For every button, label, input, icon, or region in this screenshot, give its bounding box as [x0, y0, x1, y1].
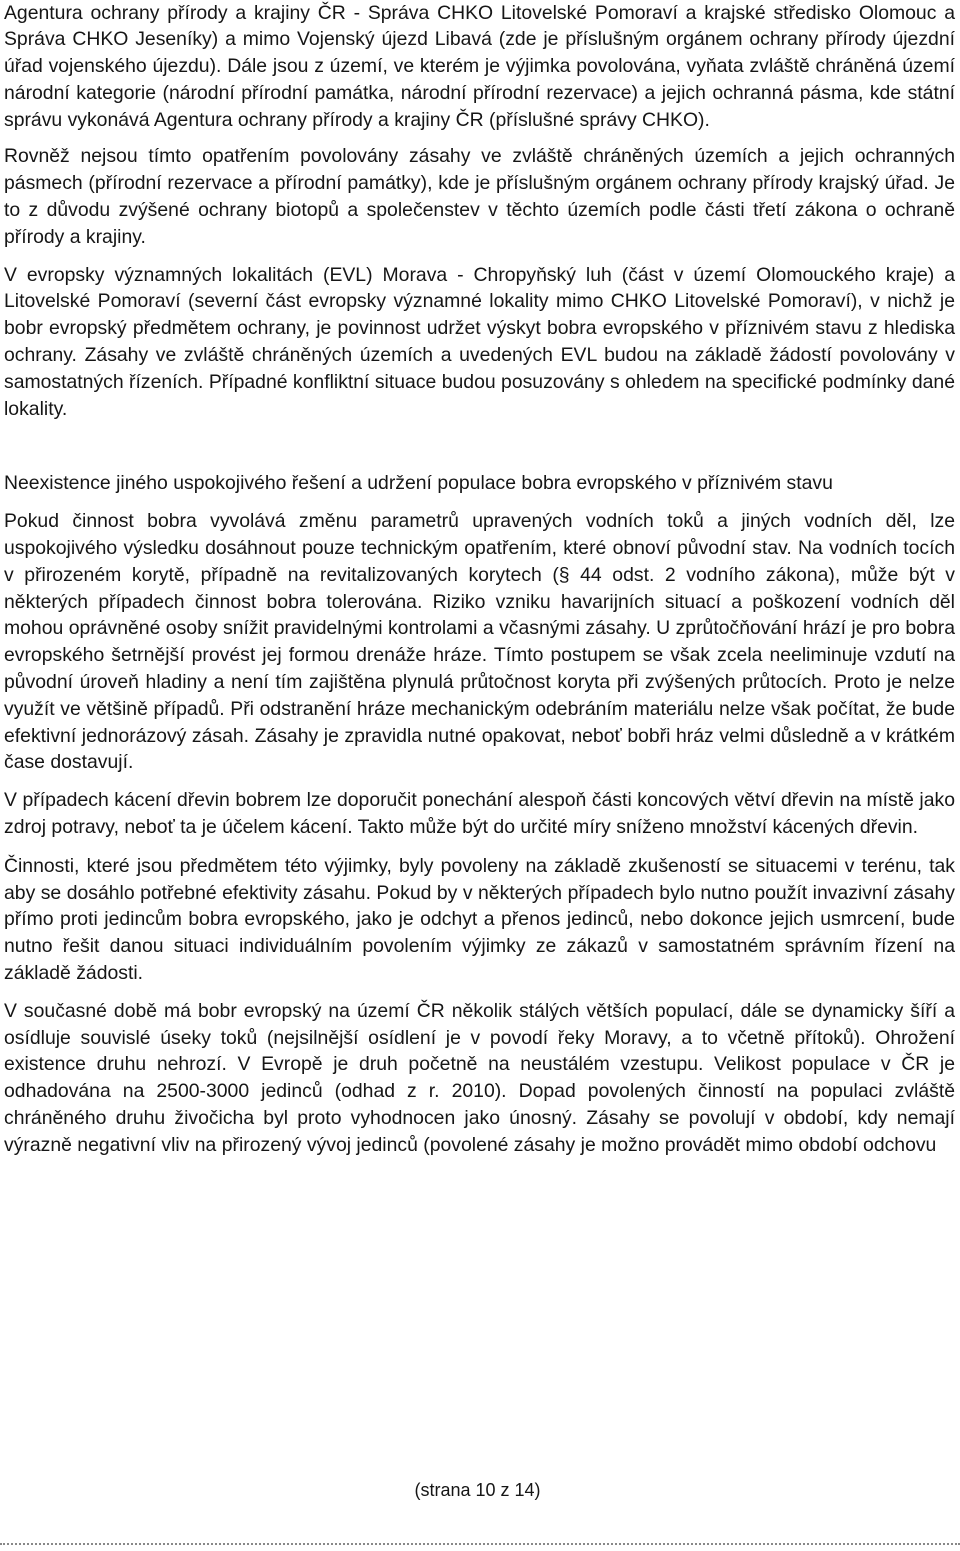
paragraph-regional-reserves: Rovněž nejsou tímto opatřením povolovány zásahy ve zvláště chráněných územích a jejich ochranných pásmech (přírodní rezervace a přírodní památky), kde je příslušným orgánem ochrany přírody krajský úřad. Je to z důvodu zvýšené ochrany biotopů a společenstev v těchto územích podle části třetí zákona o ochraně přírody a krajiny.	[4, 145, 955, 248]
paragraph-technical-measures: Pokud činnost bobra vyvolává změnu parametrů upravených vodních toků a jiných vodních děl, lze uspokojivého výsledku dosáhnout pouze technickým opatřením, které obnoví původní stav. Na vodních tocích v přirozeném korytě, případně na revitalizovaných korytech (§ 44 odst. 2 vodního zákona), může být v některých případech činnost bobra tolerována. Riziko vzniku havarijních situací a poškození vodních děl mohou oprávněné osoby snížit pravidelnými kontrolami a včasnými zásahy. U zprůtočňování hrází je pro bobra evropského šetrnější provést jej formou drenáže hráze. Tímto postupem se však zcela neeliminuje vzdutí na původní úroveň hladiny a není tím zajištěna plynulá průtočnost koryta při zvýšených průtocích. Proto je nelze využít ve většině případů. Při odstranění hráze mechanickým odebráním materiálu nelze však počítat, že bude efektivní jednorázový zásah. Zásahy je zpravidla nutné opakovat, neboť bobři hráz velmi důsledně a v krátkém čase dostavují.	[4, 510, 955, 774]
paragraph-protected-areas-exclusion: Agentura ochrany přírody a krajiny ČR - Správa CHKO Litovelské Pomoraví a krajské středisko Olomouc a Správa CHKO Jeseníky) a mimo Vojenský újezd Libavá (zde je příslušným orgánem ochrany přírody újezdní úřad vojenského újezdu). Dále jsou z území, ve kterém je výjimka povolována, vyňata zvláště chráněná území národní kategorie (národní přírodní památka, národní přírodní rezervace) a jejich ochranná pásma, kde státní správu vykonává Agentura ochrany přírody a krajiny ČR (příslušné správy CHKO).	[4, 1, 955, 131]
paragraph-population-status: V současné době má bobr evropský na území ČR několik stálých větších populací, dále se dynamicky šíří a osídluje souvislé úseky toků (nejsilnější osídlení je v povodí řeky Moravy, a to včetně přítoků). Ohrožení existence druhu nehrozí. V Evropě je druh početně na neustálém vzestupu. Velikost populace v ČR je odhadována na 2500-3000 jedinců (odhad z r. 2010). Dopad povolených činností na populaci zvláště chráněného druhu živočicha byl proto vyhodnocen jako únosný. Zásahy se povolují v období, kdy nemají výrazně negativní vliv na přirozený vývoj jedinců (povolené zásahy je možno provádět mimo období odchovu	[4, 999, 955, 1156]
paragraph-tree-felling: V případech kácení dřevin bobrem lze doporučit ponechání alespoň části koncových větví dřevin na místě jako zdroj potravy, neboť ta je účelem kácení. Takto může být do určité míry sníženo množství kácených dřevin.	[4, 789, 955, 839]
page-bottom-divider	[0, 1543, 960, 1545]
document-page	[4, 0, 955, 1159]
paragraph-evl-localities: V evropsky významných lokalitách (EVL) Morava - Chropyňský luh (část v území Olomouckého kraje) a Litovelské Pomoraví (severní část evropsky významné lokality mimo CHKO Litovelské Pomoraví), v nichž je bobr evropský předmětem ochrany, je povinnost udržet výskyt bobra evropského v příznivém stavu z hlediska ochrany. Zásahy ve zvláště chráněných územích a uvedených EVL budou na základě žádostí povolovány v samostatných řízeních. Případné konfliktní situace budou posuzovány s ohledem na specifické podmínky dané lokality.	[4, 263, 955, 420]
section-heading: Neexistence jiného uspokojivého řešení a udržení populace bobra evropského v příznivém stavu	[4, 472, 833, 495]
page-number: (strana 10 z 14)	[414, 1480, 541, 1500]
paragraph-invasive-interventions: Činnosti, které jsou předmětem této výjimky, byly povoleny na základě zkušeností se situacemi v terénu, tak aby se dosáhlo potřebné efektivity zásahu. Pokud by v některých případech bylo nutno použít invazivní zásahy přímo proti jedincům bobra evropského, jako je odchyt a přenos jedinců, nebo dokonce jejich usmrcení, bude nutno řešit danou situaci individuálním povolením výjimky ze zákazů v samostatném správním řízení na základě žádosti.	[4, 854, 955, 984]
